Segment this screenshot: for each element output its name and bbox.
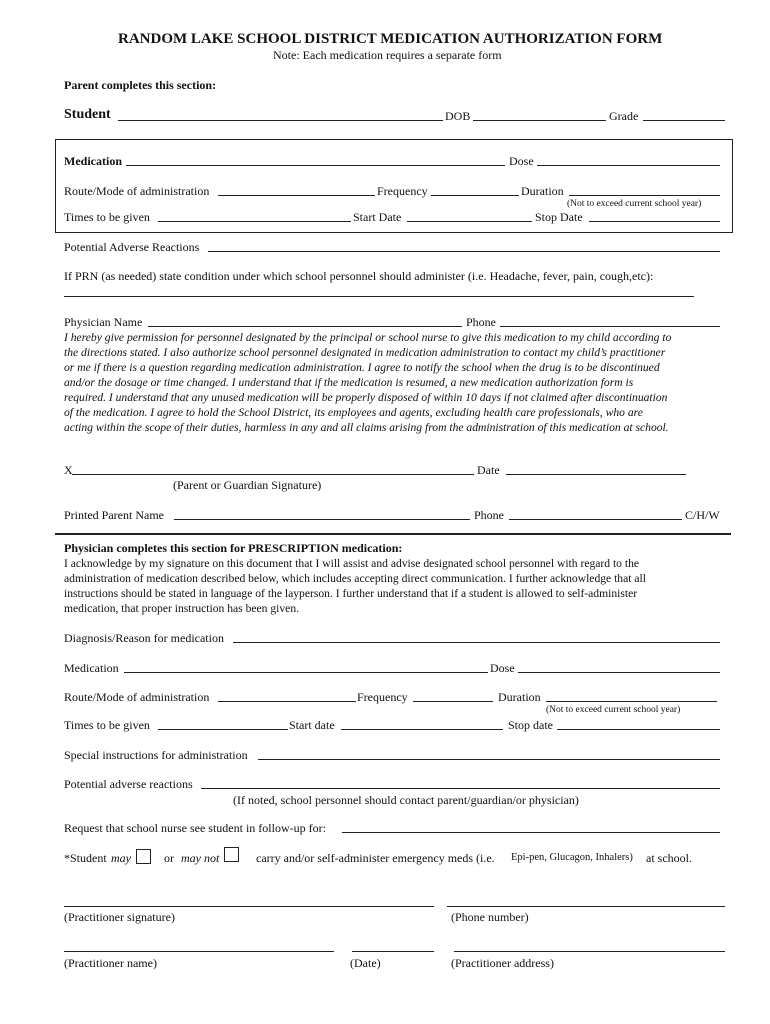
rx-times-field[interactable] <box>158 717 288 730</box>
carry-text: carry and/or self-administer emergency meds (i.e. <box>256 851 495 865</box>
date-line[interactable] <box>352 951 434 952</box>
permission-line: acting within the scope of their duties, harmless in any and all claims arising from the administration of this medication at school. <box>64 421 669 434</box>
times-field[interactable] <box>158 209 351 222</box>
grade-field[interactable] <box>643 108 725 121</box>
frequency-label: Frequency <box>377 184 428 198</box>
rx-adverse-label: Potential adverse reactions <box>64 777 193 791</box>
carry-examples: Epi-pen, Glucagon, Inhalers) <box>511 852 633 863</box>
physician-phone-field[interactable] <box>500 314 720 327</box>
stop-date-label: Stop Date <box>535 210 583 224</box>
may-not-checkbox[interactable] <box>224 847 239 862</box>
rx-dose-field[interactable] <box>518 660 720 673</box>
duration-field[interactable] <box>569 183 720 196</box>
permission-line: required. I understand that any unused medication will be properly disposed of within 10 days if not claimed after discontinuation <box>64 391 668 404</box>
rx-dose-label: Dose <box>490 661 515 675</box>
followup-field[interactable] <box>342 820 720 833</box>
frequency-field[interactable] <box>431 183 519 196</box>
signature-caption: (Parent or Guardian Signature) <box>173 478 322 492</box>
adverse-field[interactable] <box>208 239 720 252</box>
ack-line: instructions should be stated in language of the layperson. I further understand that if a student is allowed to self-administer <box>64 587 638 600</box>
diagnosis-field[interactable] <box>233 630 720 643</box>
rx-start-field[interactable] <box>341 717 503 730</box>
permission-line: and/or the dosage or time changed. I understand that if the medication is resumed, a new medication authorization form is <box>64 376 634 389</box>
dose-label: Dose <box>509 154 534 168</box>
acknowledgement-paragraph <box>64 556 734 616</box>
parent-date-label: Date <box>477 463 500 477</box>
date-caption: (Date) <box>350 956 381 970</box>
student-prefix: *Student <box>64 851 107 865</box>
dose-field[interactable] <box>537 153 720 166</box>
physician-name-label: Physician Name <box>64 315 143 329</box>
permission-line: I hereby give permission for personnel designated by the principal or school nurse to give this medication to my child according to <box>64 331 672 344</box>
rx-medication-field[interactable] <box>124 660 488 673</box>
parent-section-heading: Parent completes this section: <box>64 78 217 92</box>
printed-name-field[interactable] <box>174 507 470 520</box>
physician-section-heading: Physician completes this section for PRESCRIPTION medication: <box>64 541 403 555</box>
practitioner-address-caption: (Practitioner address) <box>451 956 554 970</box>
rx-medication-label: Medication <box>64 661 119 675</box>
phone-number-line[interactable] <box>447 906 725 907</box>
permission-line: the directions stated. I also authorize school personnel designated in medication administration to contact my child’s practitioner <box>64 346 666 359</box>
rx-duration-note: (Not to exceed current school year) <box>546 705 681 715</box>
chw-label: C/H/W <box>685 508 720 522</box>
may-checkbox[interactable] <box>136 849 151 864</box>
ack-line: administration of medication described below, which includes accepting direct communication. I further acknowledge that all <box>64 572 646 585</box>
physician-name-field[interactable] <box>148 314 462 327</box>
rx-times-label: Times to be given <box>64 718 150 732</box>
parent-signature-field[interactable] <box>72 462 474 475</box>
rx-start-label: Start date <box>289 718 335 732</box>
prn-label: If PRN (as needed) state condition under which school personnel should administer (i.e. Headache, fever, pain, cough,etc): <box>64 269 654 283</box>
diagnosis-label: Diagnosis/Reason for medication <box>64 631 224 645</box>
ack-line: I acknowledge by my signature on this document that I will assist and advise designated school personnel with regard to the <box>64 557 640 570</box>
rx-route-label: Route/Mode of administration <box>64 690 210 704</box>
route-field[interactable] <box>218 183 375 196</box>
grade-label: Grade <box>609 109 639 123</box>
may-not-label: may not <box>181 851 220 865</box>
permission-line: of the medication. I agree to hold the School District, its employees and agents, excluding health care professionals, who are <box>64 406 643 419</box>
rx-adverse-field[interactable] <box>201 776 720 789</box>
rx-duration-field[interactable] <box>546 689 717 702</box>
form-title: RANDOM LAKE SCHOOL DISTRICT MEDICATION AUTHORIZATION FORM <box>118 31 663 47</box>
section-divider <box>55 533 731 535</box>
start-date-label: Start Date <box>353 210 402 224</box>
parent-phone-field[interactable] <box>509 507 682 520</box>
form-note: Note: Each medication requires a separate form <box>273 48 502 62</box>
prn-field[interactable] <box>64 284 694 297</box>
permission-line: or me if there is a question regarding medication administration. I agree to notify the school when the drug is to be discontinued <box>64 361 660 374</box>
rx-stop-label: Stop date <box>508 718 553 732</box>
student-name-field[interactable] <box>118 108 443 121</box>
route-label: Route/Mode of administration <box>64 184 210 198</box>
parent-date-field[interactable] <box>506 462 686 475</box>
duration-label: Duration <box>521 184 564 198</box>
rx-frequency-field[interactable] <box>413 689 493 702</box>
special-instructions-label: Special instructions for administration <box>64 748 248 762</box>
ack-line: medication, that proper instruction has been given. <box>64 602 300 615</box>
phone-number-caption: (Phone number) <box>451 910 529 924</box>
start-date-field[interactable] <box>407 209 532 222</box>
adverse-label: Potential Adverse Reactions <box>64 240 200 254</box>
medication-field[interactable] <box>126 153 505 166</box>
stop-date-field[interactable] <box>589 209 720 222</box>
followup-label: Request that school nurse see student in follow-up for: <box>64 821 326 835</box>
carry-suffix: at school. <box>646 851 692 865</box>
student-label: Student <box>64 107 111 122</box>
rx-stop-field[interactable] <box>557 717 720 730</box>
physician-phone-label: Phone <box>466 315 496 329</box>
times-label: Times to be given <box>64 210 150 224</box>
special-instructions-field[interactable] <box>258 747 720 760</box>
rx-adverse-note: (If noted, school personnel should contact parent/guardian/or physician) <box>233 793 579 807</box>
rx-route-field[interactable] <box>218 689 356 702</box>
permission-paragraph <box>64 330 734 435</box>
practitioner-address-line[interactable] <box>454 951 725 952</box>
or-label: or <box>164 851 174 865</box>
practitioner-name-caption: (Practitioner name) <box>64 956 157 970</box>
parent-phone-label: Phone <box>474 508 504 522</box>
rx-duration-label: Duration <box>498 690 541 704</box>
rx-frequency-label: Frequency <box>357 690 408 704</box>
practitioner-signature-caption: (Practitioner signature) <box>64 910 175 924</box>
duration-note: (Not to exceed current school year) <box>567 199 702 209</box>
medication-label: Medication <box>64 154 122 168</box>
signature-prefix: X <box>64 463 73 477</box>
practitioner-signature-line[interactable] <box>64 906 434 907</box>
dob-label: DOB <box>445 109 471 123</box>
practitioner-name-line[interactable] <box>64 951 334 952</box>
printed-name-label: Printed Parent Name <box>64 508 164 522</box>
may-label: may <box>111 851 131 865</box>
dob-field[interactable] <box>473 108 606 121</box>
